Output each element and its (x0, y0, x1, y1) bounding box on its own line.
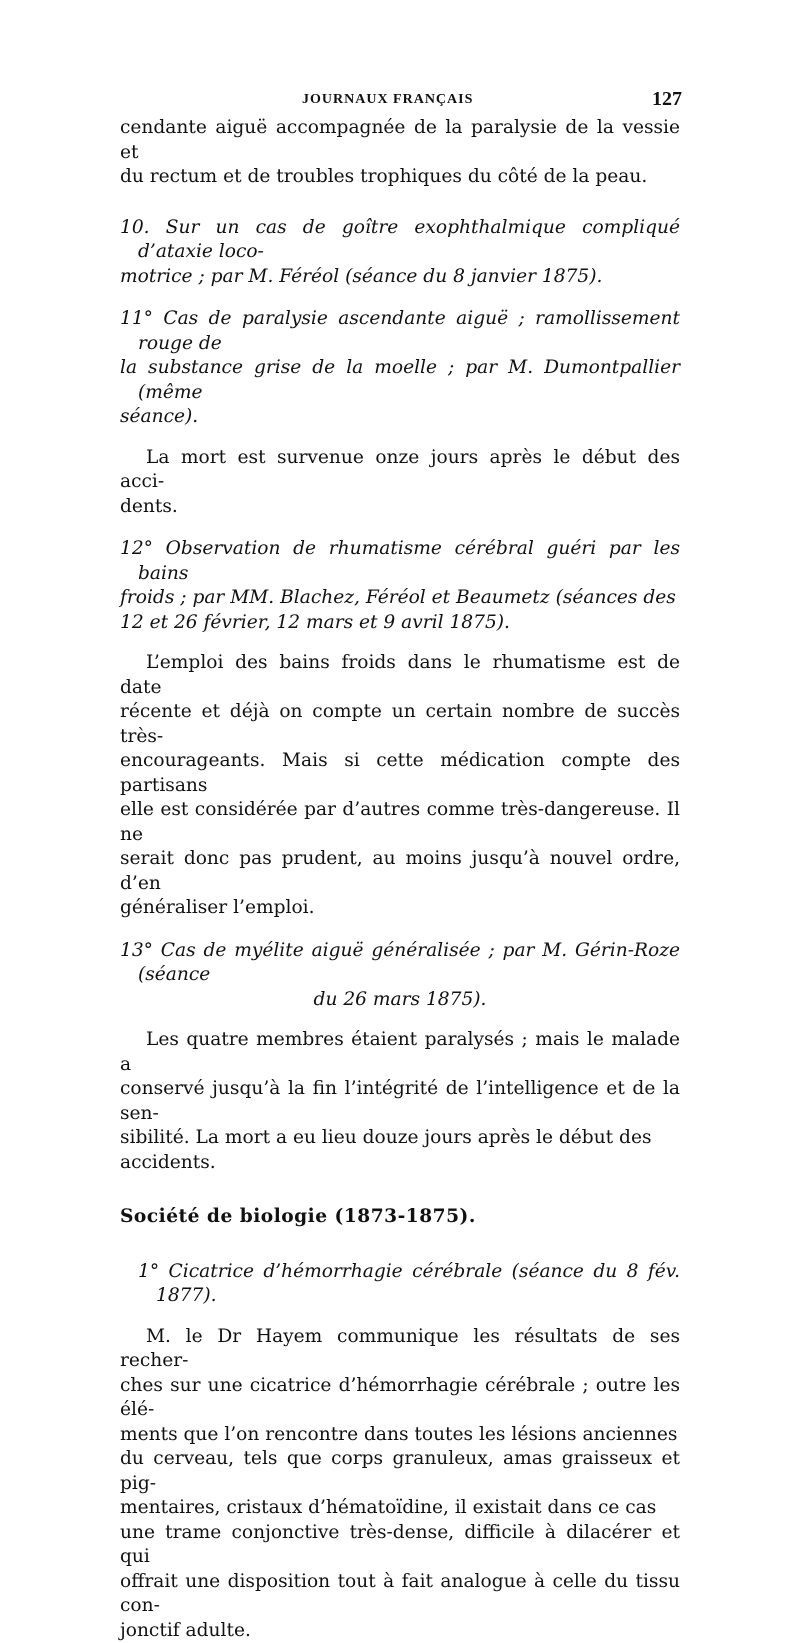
paragraph-continued (120, 116, 680, 190)
text-line: généraliser l’emploi. (120, 896, 680, 921)
paragraph-12 (120, 651, 680, 921)
entry-10 (120, 216, 680, 290)
text-line: froids ; par MM. Blachez, Féréol et Beaumetz (séances des (138, 586, 680, 611)
entry-13 (120, 939, 680, 1013)
section-title: Société de biologie (1873-1875). (120, 1205, 680, 1230)
text-line: du 26 mars 1875). (138, 988, 680, 1013)
text-line: M. le Dr Hayem communique les résultats de ses recher- (120, 1325, 680, 1374)
text-line: récente et déjà on compte un certain nombre de succès très- (120, 700, 680, 749)
text-line: 13° Cas de myélite aiguë généralisée ; par M. Gérin-Roze (séance (138, 939, 680, 988)
text-line: 1° Cicatrice d’hémorrhagie cérébrale (séance du 8 fév. 1877). (138, 1260, 680, 1309)
text-line: la substance grise de la moelle ; par M. Dumontpallier (même (138, 356, 680, 405)
text-line: 12° Observation de rhumatisme cérébral guéri par les bains (138, 537, 680, 586)
entry-11 (120, 307, 680, 430)
text-line: Les quatre membres étaient paralysés ; mais le malade a (120, 1028, 680, 1077)
text-line: 11° Cas de paralysie ascendante aiguë ; ramollissement rouge de (138, 307, 680, 356)
running-head: JOURNAUX FRANÇAIS (302, 92, 473, 108)
text-line: sibilité. La mort a eu lieu douze jours après le début des (120, 1126, 680, 1151)
text-line: mentaires, cristaux d’hématoïdine, il existait dans ce cas (120, 1496, 680, 1521)
text-line: du cerveau, tels que corps granuleux, amas graisseux et pig- (120, 1447, 680, 1496)
text-line: offrait une disposition tout à fait analogue à celle du tissu con- (120, 1570, 680, 1619)
text-line: conservé jusqu’à la fin l’intégrité de l’intelligence et de la sen- (120, 1077, 680, 1126)
text-line: dents. (120, 495, 680, 520)
text-line: 12 et 26 février, 12 mars et 9 avril 1875). (138, 611, 680, 636)
text-line: serait donc pas prudent, au moins jusqu’à nouvel ordre, d’en (120, 847, 680, 896)
page-number: 127 (652, 88, 682, 111)
text-line: motrice ; par M. Féréol (séance du 8 janvier 1875). (138, 265, 680, 290)
page-header (120, 86, 680, 116)
text-line: ches sur une cicatrice d’hémorrhagie cérébrale ; outre les élé- (120, 1374, 680, 1423)
paragraph-13 (120, 1028, 680, 1175)
text-line: jonctif adulte. (120, 1619, 680, 1643)
text-line: cendante aiguë accompagnée de la paralysie de la vessie et (120, 116, 680, 165)
text-line: La mort est survenue onze jours après le début des acci- (120, 446, 680, 495)
entry-12 (120, 537, 680, 635)
text-line: elle est considérée par d’autres comme très-dangereuse. Il ne (120, 798, 680, 847)
book-page (120, 86, 680, 1643)
text-line: ments que l’on rencontre dans toutes les lésions anciennes (120, 1423, 680, 1448)
text-line: du rectum et de troubles trophiques du côté de la peau. (120, 165, 680, 190)
text-line: accidents. (120, 1151, 680, 1176)
text-line: encourageants. Mais si cette médication compte des partisans (120, 749, 680, 798)
text-line: 10. Sur un cas de goître exophthalmique compliqué d’ataxie loco- (138, 216, 680, 265)
text-line: une trame conjonctive très-dense, difficile à dilacérer et qui (120, 1521, 680, 1570)
paragraph-hayem (120, 1325, 680, 1643)
text-line: séance). (138, 405, 680, 430)
text-line: L’emploi des bains froids dans le rhumatisme est de date (120, 651, 680, 700)
paragraph-11 (120, 446, 680, 520)
entry-biology-1 (120, 1260, 680, 1309)
